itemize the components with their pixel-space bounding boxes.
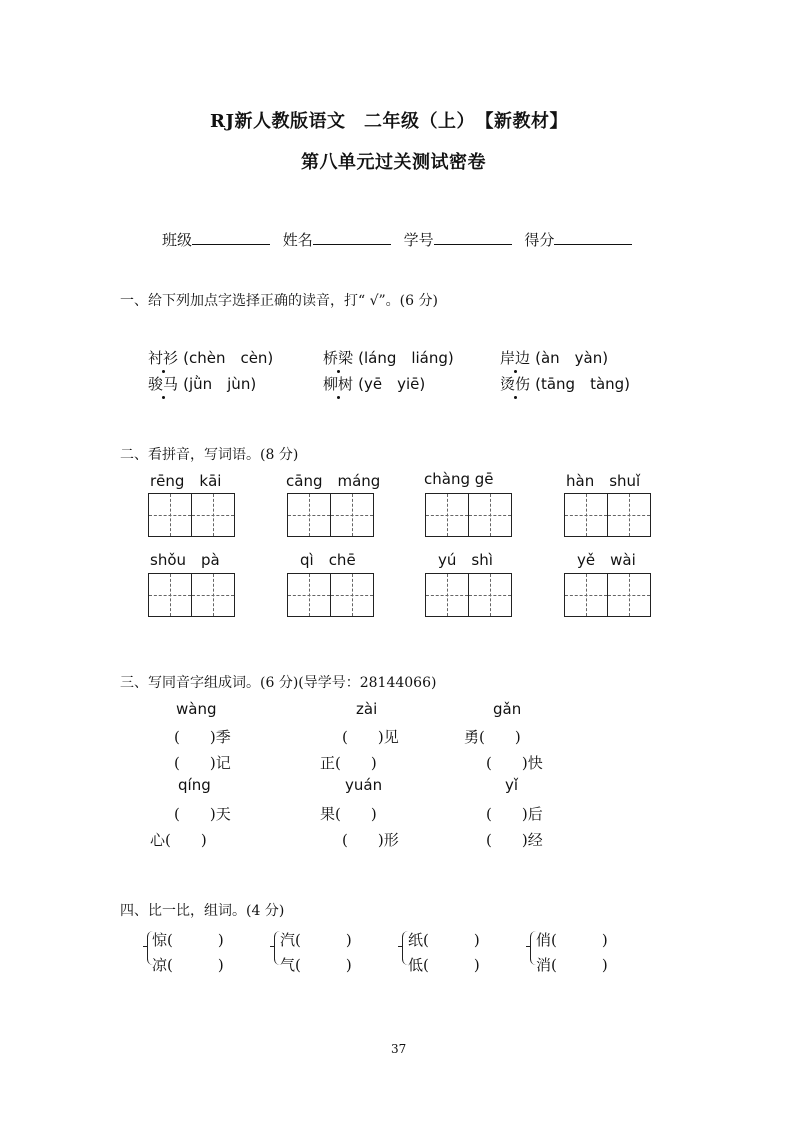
- section-3-heading: 三、写同音字组成词。(6 分)(导学号：28144066): [120, 675, 437, 691]
- dotted-word: 岸边: [500, 349, 531, 367]
- section-1-item: [500, 347, 608, 368]
- writing-cell[interactable]: [148, 573, 192, 617]
- section-1-item: [323, 347, 454, 368]
- compare-word[interactable]: 消( ): [536, 956, 608, 974]
- pinyin-label: qíng: [178, 776, 211, 794]
- page-title: RJ新人教版语文 二年级（上） 【新教材】: [210, 111, 568, 132]
- writing-cell[interactable]: [330, 573, 374, 617]
- pinyin-label: hàn shuǐ: [566, 472, 641, 490]
- writing-cell[interactable]: [564, 573, 608, 617]
- writing-grid: [564, 493, 649, 537]
- pinyin-choice[interactable]: (yē yiē): [358, 375, 426, 393]
- fill-blank[interactable]: ( )快: [486, 754, 543, 772]
- writing-cell[interactable]: [148, 493, 192, 537]
- class-label: 班级: [162, 231, 193, 249]
- name-field[interactable]: [313, 230, 391, 245]
- writing-cell[interactable]: [468, 573, 512, 617]
- section-2-heading: 二、看拼音，写词语。(8 分): [120, 447, 299, 463]
- pinyin-label: yǐ: [505, 776, 519, 794]
- score-label: 得分: [524, 231, 555, 249]
- writing-cell[interactable]: [468, 493, 512, 537]
- compare-word[interactable]: 气( ): [280, 956, 352, 974]
- section-1-item: [148, 347, 273, 368]
- compare-word[interactable]: 汽( ): [280, 931, 352, 949]
- fill-blank[interactable]: ( )见: [342, 728, 399, 746]
- compare-word[interactable]: 纸( ): [408, 931, 480, 949]
- fill-blank[interactable]: 正( ): [320, 754, 377, 772]
- page-subtitle: 第八单元过关测试密卷: [301, 152, 486, 173]
- compare-word[interactable]: 低( ): [408, 956, 480, 974]
- pinyin-label: chàng gē: [424, 470, 494, 488]
- fill-blank[interactable]: 心( ): [150, 831, 207, 849]
- writing-grid: [148, 493, 233, 537]
- writing-grid: [425, 493, 510, 537]
- writing-cell[interactable]: [191, 573, 235, 617]
- writing-cell[interactable]: [607, 573, 651, 617]
- section-1-item: [148, 373, 256, 394]
- pinyin-label: yuán: [345, 776, 383, 794]
- writing-grid: [287, 573, 372, 617]
- writing-cell[interactable]: [607, 493, 651, 537]
- pinyin-choice[interactable]: (jǜn jùn): [183, 375, 257, 393]
- compare-word[interactable]: 惊( ): [152, 931, 224, 949]
- writing-cell[interactable]: [287, 493, 331, 537]
- writing-cell[interactable]: [425, 573, 469, 617]
- fill-blank[interactable]: ( )后: [486, 805, 543, 823]
- number-field[interactable]: [434, 230, 512, 245]
- fill-blank[interactable]: ( )形: [342, 831, 399, 849]
- section-1-item: [500, 373, 630, 394]
- dotted-word: 衬衫: [148, 349, 179, 367]
- fill-blank[interactable]: 果( ): [320, 805, 377, 823]
- score-field[interactable]: [554, 230, 632, 245]
- writing-cell[interactable]: [287, 573, 331, 617]
- writing-grid: [287, 493, 372, 537]
- dotted-word: 桥梁: [323, 349, 354, 367]
- writing-cell[interactable]: [330, 493, 374, 537]
- pinyin-label: yě wài: [577, 551, 636, 569]
- fill-blank[interactable]: ( )季: [174, 728, 231, 746]
- section-1-heading: 一、给下列加点字选择正确的读音，打“ √”。(6 分): [120, 293, 438, 309]
- pinyin-label: gǎn: [493, 700, 522, 718]
- pinyin-label: cāng máng: [286, 472, 381, 490]
- writing-grid: [148, 573, 233, 617]
- writing-cell[interactable]: [564, 493, 608, 537]
- pinyin-label: shǒu pà: [150, 551, 220, 569]
- writing-grid: [425, 573, 510, 617]
- writing-grid: [564, 573, 649, 617]
- section-1-item: [323, 373, 425, 394]
- section-4-heading: 四、比一比，组词。(4 分): [120, 903, 285, 919]
- pinyin-choice[interactable]: (tāng tàng): [535, 375, 631, 393]
- pinyin-label: qì chē: [300, 551, 356, 569]
- student-info-row: [162, 229, 640, 250]
- fill-blank[interactable]: ( )经: [486, 831, 543, 849]
- pinyin-choice[interactable]: (chèn cèn): [183, 349, 274, 367]
- pinyin-label: rēng kāi: [150, 472, 222, 490]
- dotted-word: 骏马: [148, 375, 179, 393]
- page-number: 37: [391, 1042, 407, 1056]
- pinyin-label: zài: [356, 700, 378, 718]
- writing-cell[interactable]: [191, 493, 235, 537]
- pinyin-label: yú shì: [438, 551, 493, 569]
- fill-blank[interactable]: ( )记: [174, 754, 231, 772]
- fill-blank[interactable]: 勇( ): [464, 728, 521, 746]
- dotted-word: 烫伤: [500, 375, 531, 393]
- name-label: 姓名: [282, 231, 313, 249]
- class-field[interactable]: [192, 230, 270, 245]
- writing-cell[interactable]: [425, 493, 469, 537]
- pinyin-choice[interactable]: (àn yàn): [535, 349, 609, 367]
- fill-blank[interactable]: ( )天: [174, 805, 231, 823]
- dotted-word: 柳树: [323, 375, 354, 393]
- pinyin-choice[interactable]: (láng liáng): [358, 349, 454, 367]
- compare-word[interactable]: 凉( ): [152, 956, 224, 974]
- pinyin-label: wàng: [176, 700, 217, 718]
- compare-word[interactable]: 俏( ): [536, 931, 608, 949]
- number-label: 学号: [403, 231, 434, 249]
